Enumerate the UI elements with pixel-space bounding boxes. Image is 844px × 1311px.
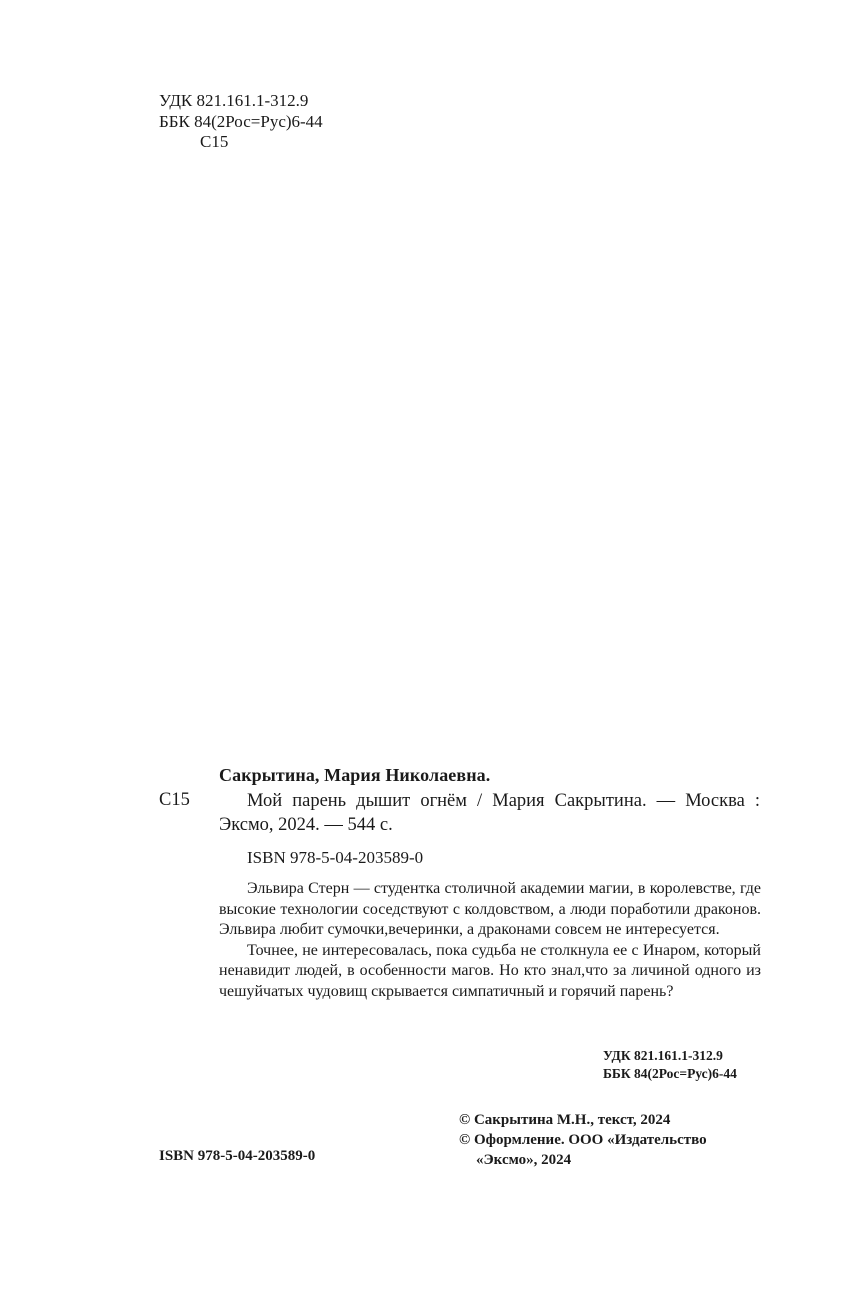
udk-classification-bottom: УДК 821.161.1-312.9 bbox=[603, 1048, 723, 1063]
isbn-main: ISBN 978-5-04-203589-0 bbox=[247, 848, 424, 867]
author-code-top: С15 bbox=[200, 132, 229, 151]
bbk-classification-top: ББК 84(2Рос=Рус)6-44 bbox=[159, 112, 323, 131]
annotation bbox=[219, 879, 761, 1002]
author-code-mark: С15 bbox=[159, 790, 190, 810]
copyright-block bbox=[459, 1110, 761, 1170]
bbk-classification-bottom: ББК 84(2Рос=Рус)6-44 bbox=[603, 1066, 737, 1081]
copyright-text-line: © Сакрытина М.Н., текст, 2024 bbox=[459, 1112, 671, 1128]
udk-classification-top: УДК 821.161.1-312.9 bbox=[159, 91, 309, 110]
annotation-paragraph: Точнее, не интересовалась, пока судьба не столкнула ее с Инаром, который ненавидит людей, в особенности магов. Но кто знал,что за личиной одного из чешуйчатых чудовищ скрывается симпатичный и горячий парень? bbox=[219, 941, 761, 1000]
isbn-bottom: ISBN 978-5-04-203589-0 bbox=[159, 1148, 316, 1164]
author-heading: Сакрытина, Мария Николаевна. bbox=[219, 765, 491, 785]
annotation-paragraph: Эльвира Стерн — студентка столичной академии магии, в королевстве, где высокие технологии соседствуют с колдовством, а люди поработили драконов. Эльвира любит сумочки,вечеринки, а драконами совсем не интересуется. bbox=[219, 880, 761, 938]
copyright-design-line: © Оформление. ООО «Издательство bbox=[459, 1132, 707, 1148]
copyright-publisher-line: «Эксмо», 2024 bbox=[476, 1152, 572, 1168]
title-description: Мой парень дышит огнём / Мария Сакрытина. — Москва : Эксмо, 2024. — 544 с. bbox=[219, 791, 760, 835]
